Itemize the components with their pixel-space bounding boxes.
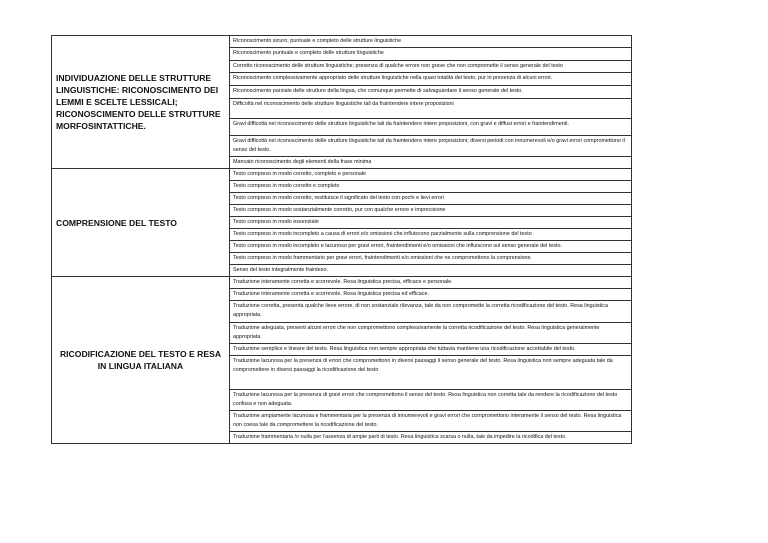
descriptor-cell: Traduzione adeguata, presenti alcuni errori che non compromettono complessivamente la corretta ricodificazione del testo. Resa linguistica generalmente appropriata. <box>230 323 632 344</box>
descriptor-cell: Riconoscimento parziale delle strutture della lingua, che comunque permette di salvaguardare il senso generale del testo. <box>230 86 632 99</box>
category-structures <box>52 36 230 169</box>
descriptor-cell: Traduzione corretta, presenta qualche lieve errore, di non sostanziale rilevanza, tale da non compromette la corretta ricodificazione del testo. Resa linguistica appropriata. <box>230 301 632 323</box>
category-comprehension <box>52 169 230 277</box>
category-label: RICODIFICAZIONE DEL TESTO E RESA IN LINGUA ITALIANA <box>59 349 222 371</box>
evaluation-grid <box>51 35 632 444</box>
descriptor-cell: Riconoscimento sicuro, puntuale e completo delle strutture linguistiche <box>230 36 632 48</box>
category-recoding <box>52 277 230 444</box>
descriptor-cell: Traduzione interamente corretta e scorrevole. Resa linguistica precisa ed efficace. <box>230 289 632 301</box>
descriptor-cell: Testo compreso in modo essenziale <box>230 217 632 229</box>
descriptor-cell: Senso del testo integralmente frainteso. <box>230 265 632 277</box>
descriptor-cell: Testo compreso in modo corretto, restituisce il significato del testo con pochi e lievi errori <box>230 193 632 205</box>
category-label: INDIVIDUAZIONE DELLE STRUTTURE LINGUISTICHE: RICONOSCIMENTO DEI LEMMI E SCELTE LESSICALI; RICONOSCIMENTO DELLE STRUTTURE MORFOSINTATTICHE. <box>56 73 221 131</box>
descriptor-cell: Riconoscimento complessivamente appropriato delle strutture linguistiche nella quasi totalità del testo, pur in presenza di alcuni errori. <box>230 73 632 86</box>
descriptor-cell: Corretto riconoscimento delle strutture linguistiche; presenza di qualche errore non grave che non compromette il senso generale del testo <box>230 61 632 73</box>
descriptor-cell: Gravi difficoltà nel riconoscimento delle strutture linguistiche tali da fraintendere intere proposizioni; diversi periodi con innumerevoli e/o gravi errori compromettono il senso del testo. <box>230 136 632 157</box>
descriptor-cell: Traduzione semplice e lineare del testo. Resa linguistica non sempre appropriata che tuttavia mantiene una ricodificazione accettabile del testo. <box>230 344 632 356</box>
descriptor-cell: Gravi difficoltà nel riconoscimento delle strutture linguistiche tali da fraintendere intere proposizioni, con gravi e diffusi errori e fraintendimenti. <box>230 119 632 136</box>
descriptor-cell: Difficoltà nel riconoscimento delle strutture linguistiche tali da fraintendere intere proposizioni <box>230 99 632 119</box>
descriptor-cell: Traduzione frammentaria /o nulla per l’assenza di ampie parti di testo. Resa linguistica scarsa o nulla, tale da impedire la ricodifica del testo. <box>230 432 632 444</box>
descriptor-cell: Testo compreso in modo incompleto e lacunoso per gravi errori, fraintendimenti e/o omissioni che influiscono sul senso generale del testo. <box>230 241 632 253</box>
descriptor-cell: Traduzione ampiamente lacunosa e frammentaria per la presenza di innumerevoli e gravi errori che compromettono interamente il senso del testo. Resa linguistica non coesa tale da compromettere la ricodificazione del testo. <box>230 411 632 432</box>
descriptor-cell: Testo compreso in modo corretto, completo e personale <box>230 169 632 181</box>
descriptor-cell: Testo compreso in modo frammentario per gravi errori, fraintendimenti e/o omissioni che ne compromettono la comprensione. <box>230 253 632 265</box>
descriptor-cell: Testo compreso in modo corretto e completo <box>230 181 632 193</box>
descriptor-cell: Mancato riconoscimento degli elementi della frase minima <box>230 157 632 169</box>
category-label: COMPRENSIONE DEL TESTO <box>56 217 177 228</box>
descriptor-cell: Testo compreso in modo incompleto a causa di errori e/o omissioni che influiscono parzialmente sulla comprensione del testo <box>230 229 632 241</box>
descriptor-cell: Traduzione lacunosa per la presenza di gravi errori che compromettono il senso del testo. Resa linguistica non corretta tale da rendere la ricodificazione del testo confusa e non adeguata. <box>230 390 632 411</box>
descriptor-cell: Traduzione interamente corretta e scorrevole. Resa linguistica precisa, efficace e personale. <box>230 277 632 289</box>
descriptor-cell: Riconoscimento puntuale e completo delle strutture linguistiche <box>230 48 632 61</box>
descriptor-cell: Testo compreso in modo sostanzialmente corretto, pur con qualche errore e imprecisione <box>230 205 632 217</box>
descriptor-cell: Traduzione lacunosa per la presenza di errori che compromettono in diversi passaggi il senso generale del testo. Resa linguistica non sempre adeguata tale da compromettere in diversi passaggi la ricodificazione del testo <box>230 356 632 390</box>
